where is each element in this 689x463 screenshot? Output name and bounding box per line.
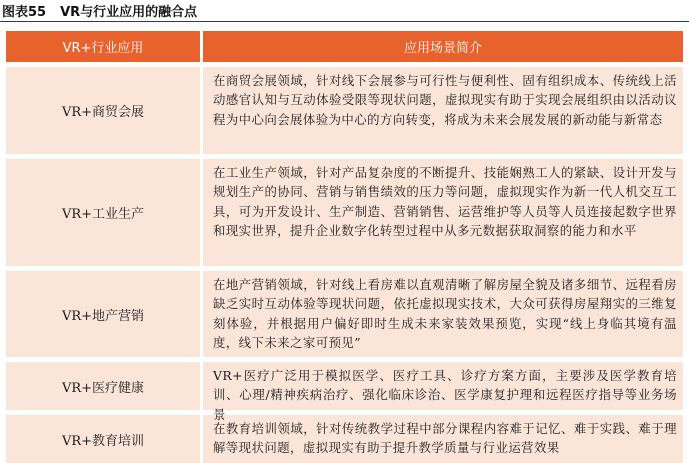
table-row [6, 67, 683, 154]
table-row [6, 271, 683, 357]
row-description: 在商贸会展领域，针对线下会展参与可行性与便利性、固有组织成本、传统线上活动感官认知与互动体验受限等现状问题，虚拟现实有助于实现会展组织由以活动议程为中心向会展体验为中心的方向转变，将成为未来会展发展的新动能与新常态 [213, 73, 677, 127]
row-industry: VR+教育培训 [6, 415, 203, 463]
row-industry: VR+商贸会展 [6, 67, 203, 154]
row-industry: VR+地产营销 [6, 271, 203, 357]
row-description: 在教育培训领域，针对传统教学过程中部分课程内容难于记忆、难于实践、难于理解等现状问题，虚拟现实有助于提升教学质量与行业运营效果 [213, 421, 677, 456]
row-description: 在工业生产领域，针对产品复杂度的不断提升、技能娴熟工人的紧缺、设计开发与规划生产的协同、营销与销售绩效的压力等问题，虚拟现实作为新一代人机交互工具，可为开发设计、生产制造、营销销售、运营维护等人员等人员连接起数字世界和现实世界，提升企业数字化转型过程中从多元数据获取洞察的能力和水平 [213, 165, 677, 239]
table-header [6, 31, 683, 62]
table-row [6, 415, 683, 463]
figure-title-bar [0, 0, 689, 22]
industry-application-table [6, 31, 683, 463]
header-description: 应用场景简介 [403, 41, 482, 56]
table-row [6, 159, 683, 266]
table-row [6, 362, 683, 422]
row-description: VR+医疗广泛用于模拟医学、医疗工具、诊疗方案方面，主要涉及医学教育培训、心理/精神疾病治疗、强化临床诊治、医学康复护理和远程医疗指导等业务场景 [213, 368, 677, 422]
header-industry: VR+行业应用 [6, 31, 203, 62]
figure-title: VR与行业应用的融合点 [60, 5, 198, 20]
row-industry: VR+医疗健康 [6, 362, 203, 410]
figure-number: 图表55 [2, 5, 47, 20]
row-industry: VR+工业生产 [6, 159, 203, 266]
row-description: 在地产营销领域，针对线上看房难以直观清晰了解房屋全貌及诸多细节、远程看房缺乏实时互动体验等现状问题，依托虚拟现实技术，大众可获得房屋翔实的三维复刻体验，并根据用户偏好即时生成未来家装效果预览，实现“线上身临其境有温度，线下未来之家可预见” [213, 277, 677, 351]
